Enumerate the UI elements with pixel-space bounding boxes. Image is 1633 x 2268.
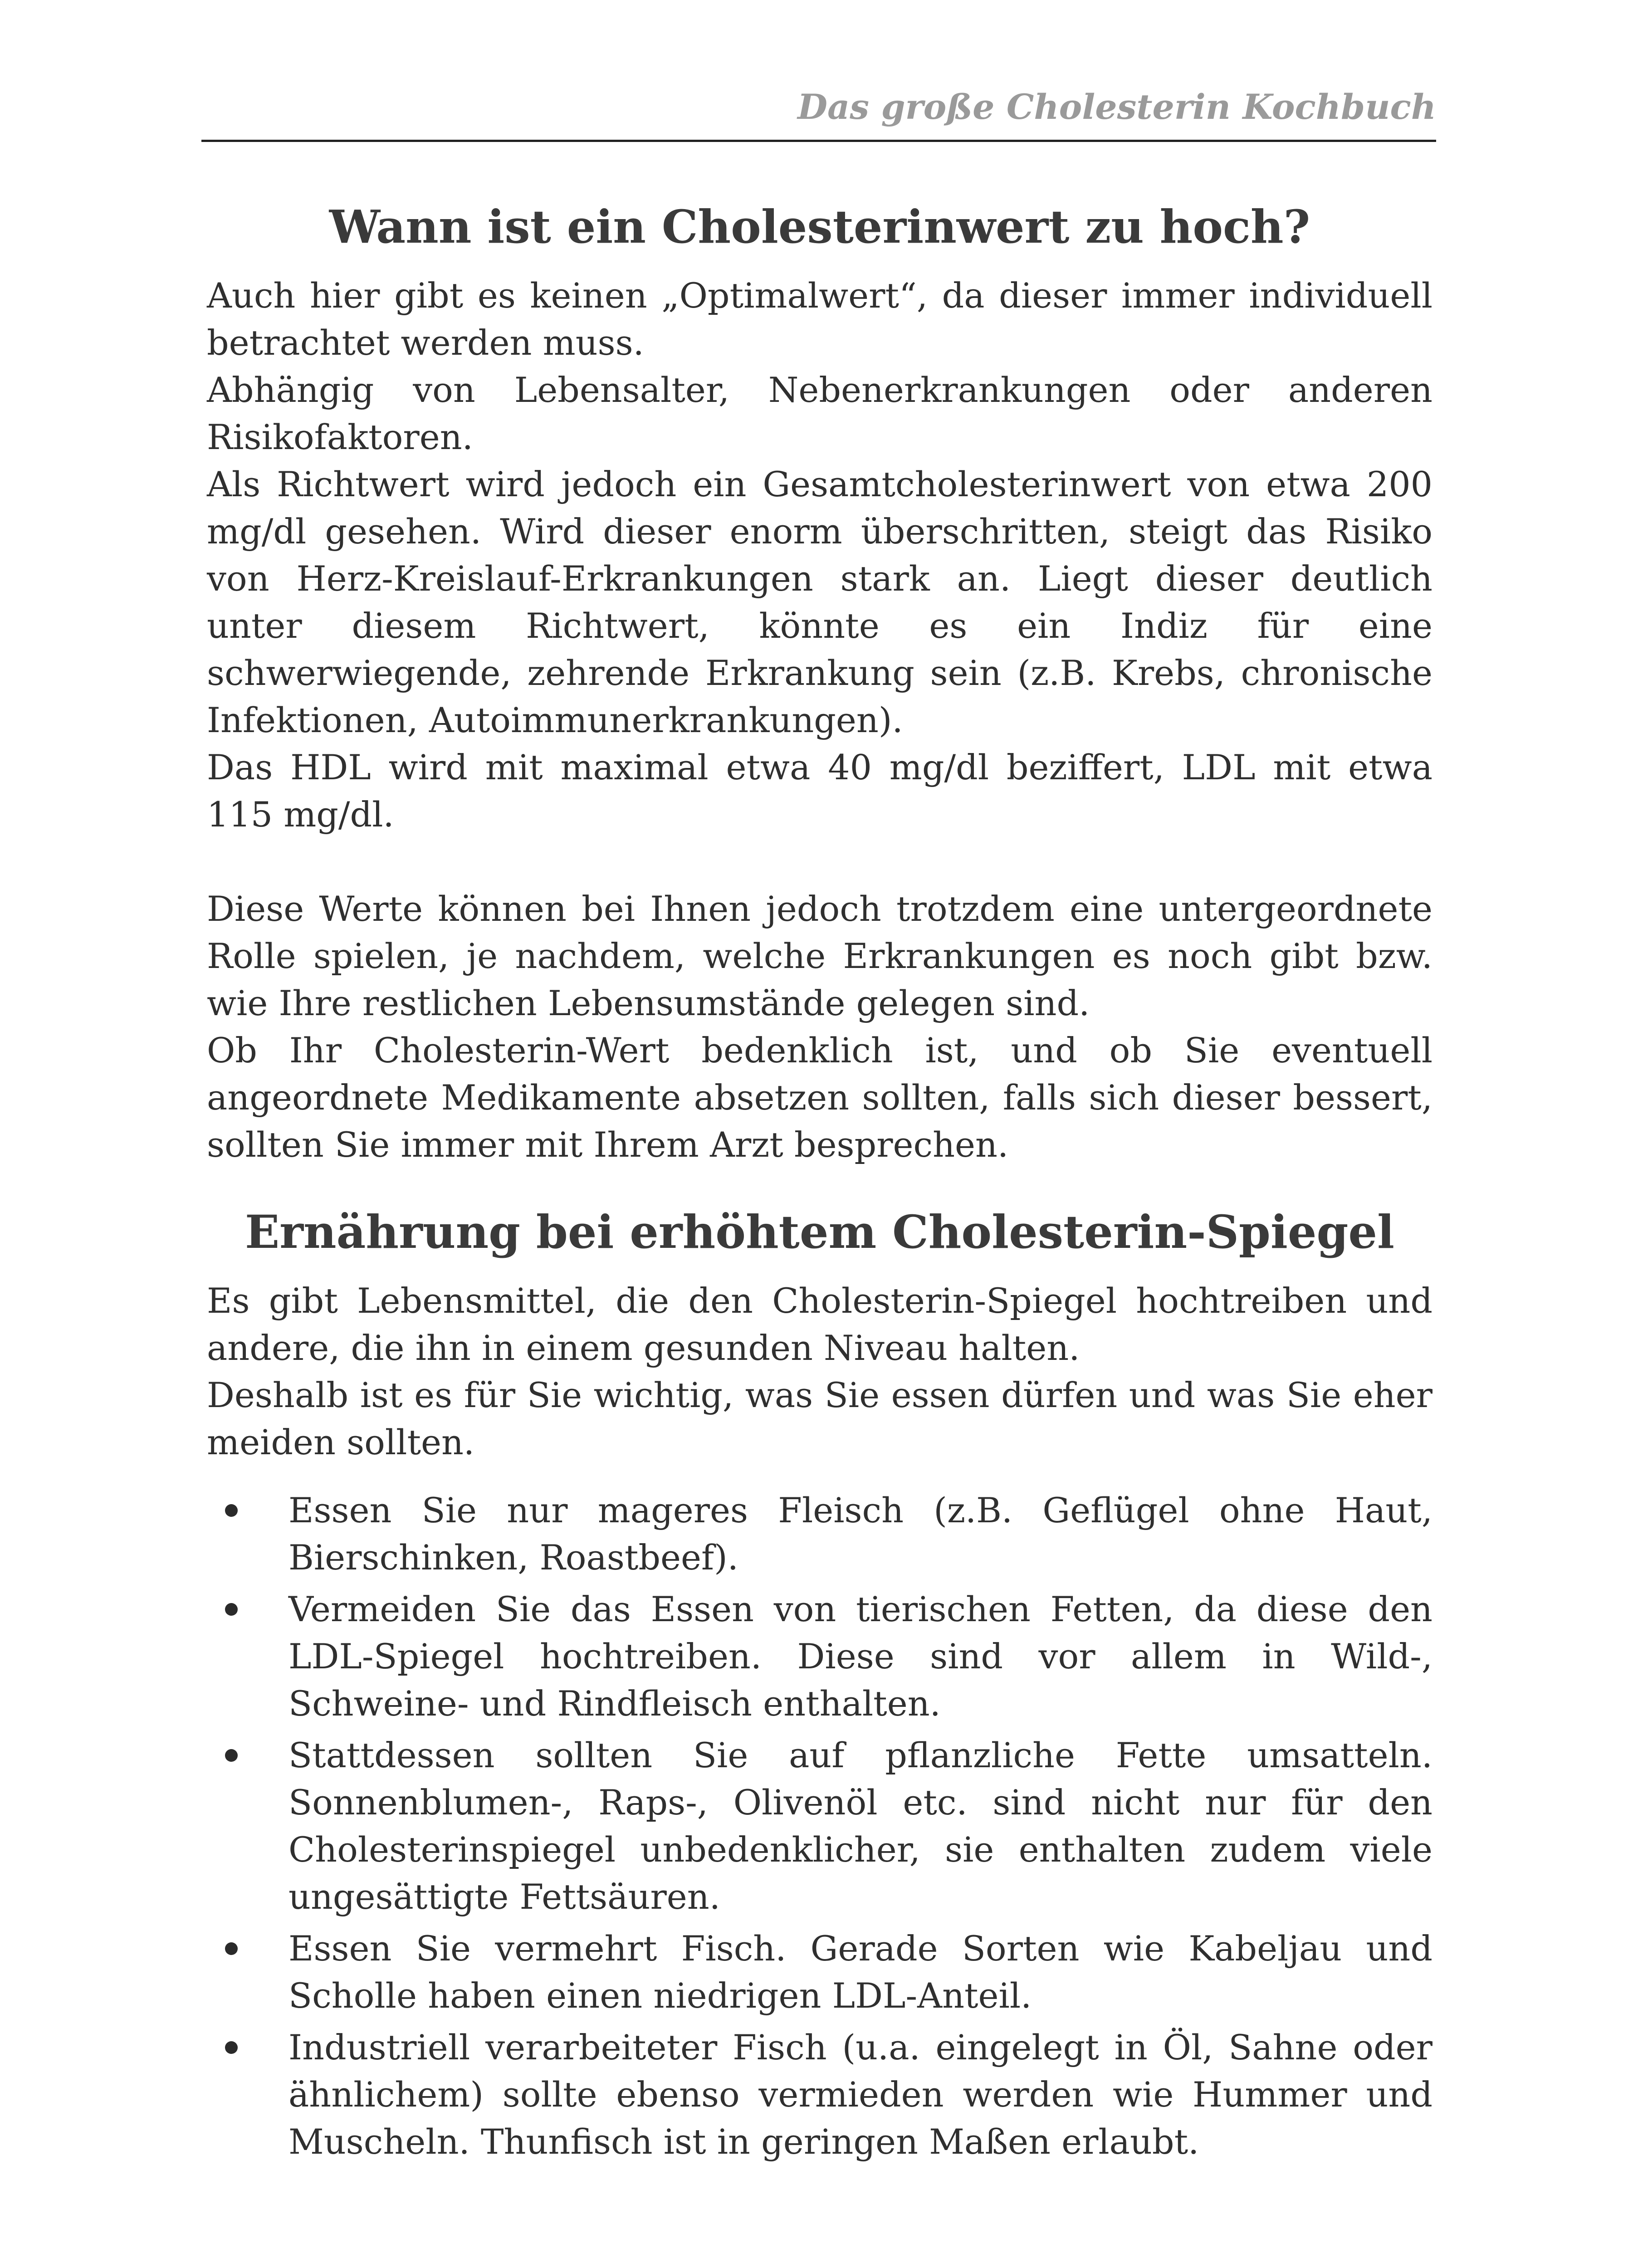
- paragraph: Deshalb ist es für Sie wichtig, was Sie essen dürfen und was Sie eher meiden sollten.: [207, 1375, 1433, 1462]
- running-header-title: Das große Cholesterin Kochbuch: [797, 87, 1436, 127]
- header-divider: [201, 140, 1436, 142]
- list-item-text: Essen Sie nur mageres Fleisch (z.B. Geflügel ohne Haut, Bierschinken, Roastbeef).: [288, 1490, 1433, 1578]
- paragraph: Abhängig von Lebensalter, Nebenerkrankungen oder anderen Risikofaktoren.: [207, 370, 1433, 457]
- paragraph-gap: [207, 838, 1433, 885]
- paragraph: Ob Ihr Cholesterin-Wert bedenklich ist, und ob Sie eventuell angeordnete Medikamente absetzen sollten, falls sich dieser bessert, sollten Sie immer mit Ihrem Arzt besprechen.: [207, 1030, 1433, 1165]
- bullet-icon: [225, 1749, 238, 1762]
- paragraph: Es gibt Lebensmittel, die den Cholesterin-Spiegel hochtreiben und andere, die ihn in einem gesunden Niveau halten.: [207, 1281, 1433, 1368]
- paragraph: Das HDL wird mit maximal etwa 40 mg/dl beziffert, LDL mit etwa 115 mg/dl.: [207, 747, 1433, 835]
- list-item-text: Stattdessen sollten Sie auf pflanzliche Fette umsatteln. Sonnenblumen-, Raps-, Olivenöl etc. sind nicht nur für den Cholesterinspiegel unbedenklicher, sie enthalten zudem viele ungesättigte Fettsäuren.: [288, 1735, 1433, 1917]
- list-item: [207, 1487, 1433, 1581]
- list-item-text: Industriell verarbeiteter Fisch (u.a. eingelegt in Öl, Sahne oder ähnlichem) sollte ebenso vermieden werden wie Hummer und Muscheln. Thunfisch ist in geringen Maßen erlaubt.: [288, 2027, 1433, 2162]
- bullet-icon: [225, 2041, 238, 2054]
- bullet-icon: [225, 1942, 238, 1955]
- section-heading-nutrition: Ernährung bei erhöhtem Cholesterin-Spiegel: [244, 1205, 1395, 1259]
- paragraph: Diese Werte können bei Ihnen jedoch trotzdem eine untergeordnete Rolle spielen, je nachdem, welche Erkrankungen es noch gibt bzw. wie Ihre restlichen Lebensumstände gelegen sind.: [207, 889, 1433, 1023]
- paragraph: Als Richtwert wird jedoch ein Gesamtcholesterinwert von etwa 200 mg/dl gesehen. Wird dieser enorm überschritten, steigt das Risiko von Herz-Kreislauf-Erkrankungen stark an. Liegt dieser deutlich unter diesem Richtwert, könnte es ein Indiz für eine schwerwiegende, zehrende Erkrankung sein (z.B. Krebs, chronische Infektionen, Autoimmunerkrankungen).: [207, 464, 1433, 740]
- list-item: [207, 2024, 1433, 2165]
- list-item-text: Vermeiden Sie das Essen von tierischen Fetten, da diese den LDL-Spiegel hochtreiben. Diese sind vor allem in Wild-, Schweine- und Rindfleisch enthalten.: [288, 1589, 1433, 1724]
- list-item: [207, 1925, 1433, 2019]
- bullet-icon: [225, 1603, 238, 1616]
- list-item: [207, 1586, 1433, 1727]
- list-item: [207, 1732, 1433, 1921]
- list-item-text: Essen Sie vermehrt Fisch. Gerade Sorten wie Kabeljau und Scholle haben einen niedrigen LDL-Anteil.: [288, 1928, 1433, 2016]
- recommendation-list: [207, 1487, 1433, 2165]
- page-content: [207, 200, 1433, 2170]
- bullet-icon: [225, 1504, 238, 1517]
- section-heading-cholesterol-too-high: Wann ist ein Cholesterinwert zu hoch?: [329, 200, 1310, 254]
- paragraph: Auch hier gibt es keinen „Optimalwert“, da dieser immer individuell betrachtet werden muss.: [207, 275, 1433, 363]
